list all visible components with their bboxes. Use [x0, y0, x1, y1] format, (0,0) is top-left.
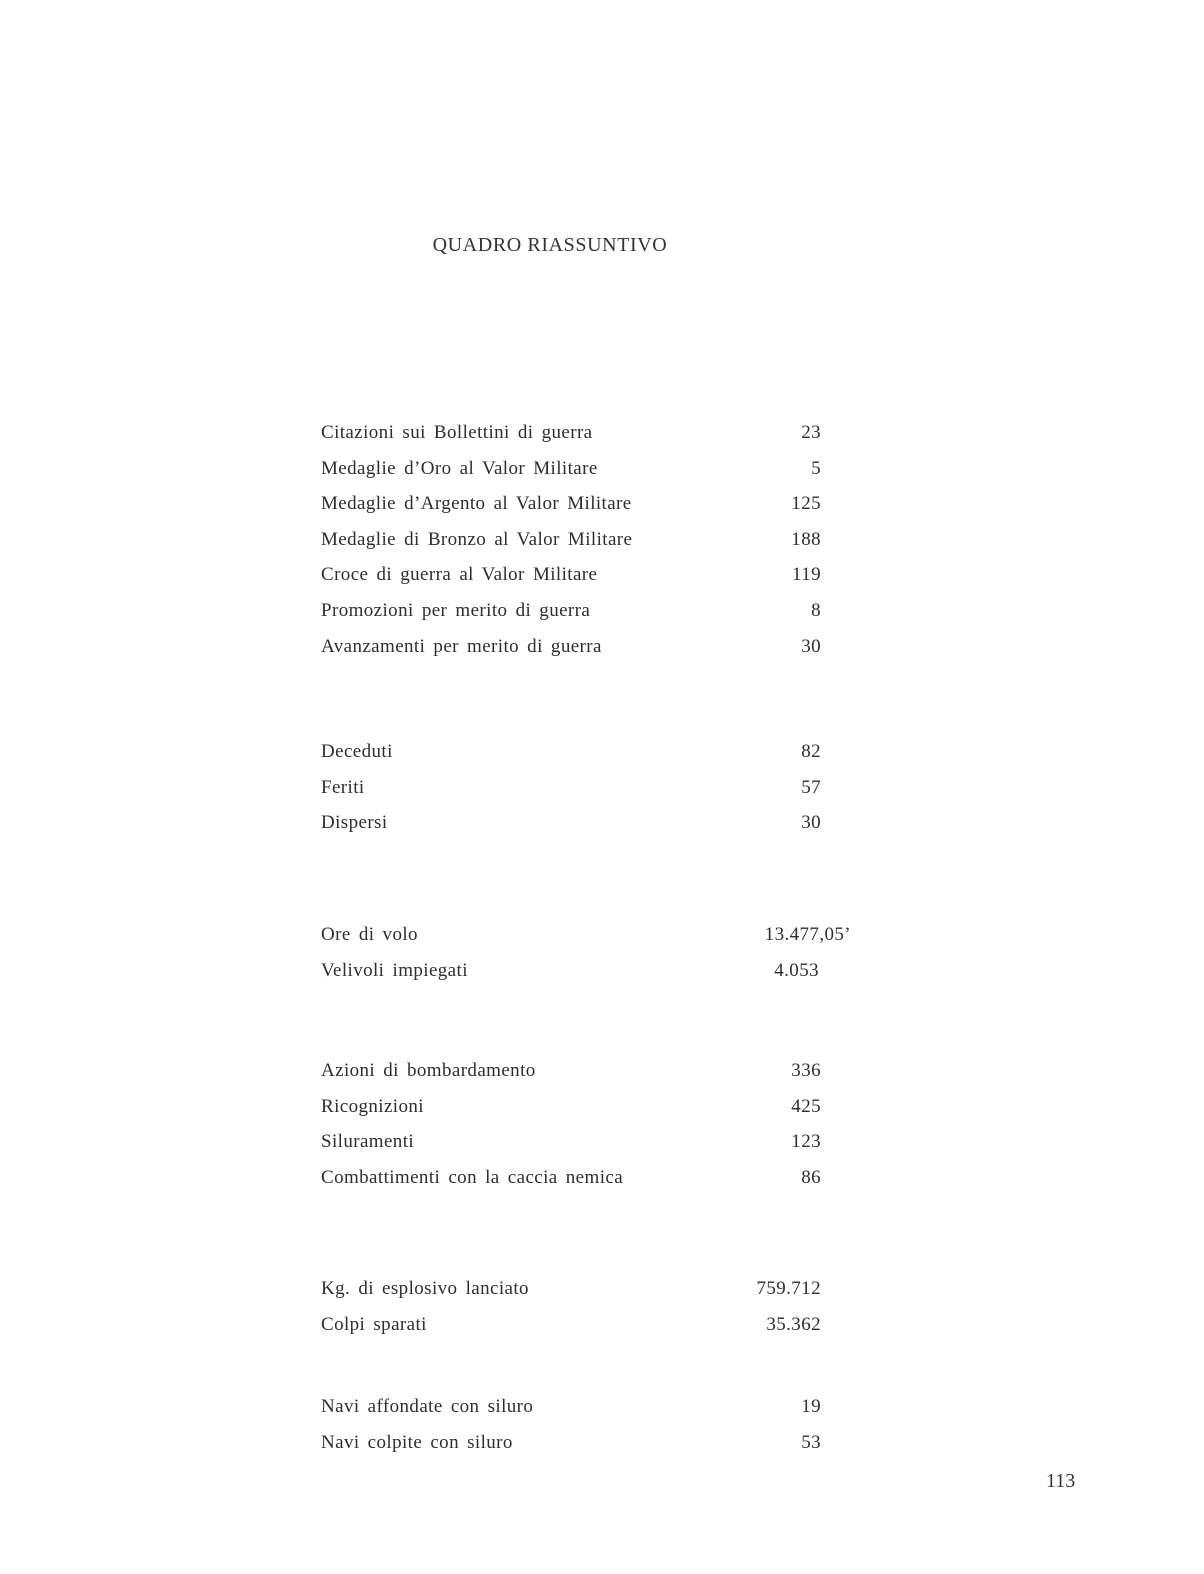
summary-row [321, 1307, 861, 1343]
summary-row [321, 1124, 861, 1160]
page-title: QUADRO RIASSUNTIVO [432, 234, 668, 256]
row-value: 86 [801, 1166, 821, 1188]
row-label: Medaglie d’Oro al Valor Militare [321, 457, 598, 479]
row-label: Dispersi [321, 812, 388, 834]
row-label: Ricognizioni [321, 1095, 424, 1117]
row-value: 425 [791, 1095, 821, 1117]
row-label: Medaglie di Bronzo al Valor Militare [321, 528, 633, 550]
row-value: 13.477,05’ [764, 924, 851, 945]
row-label: Croce di guerra al Valor Militare [321, 564, 598, 586]
row-value: 188 [791, 528, 821, 550]
row-value: 23 [801, 422, 821, 443]
row-value: 4.053 [774, 959, 819, 981]
row-label: Navi colpite con siluro [321, 1431, 513, 1453]
row-value: 30 [801, 812, 821, 834]
summary-row [321, 451, 861, 487]
row-label: Feriti [321, 776, 365, 798]
row-value: 125 [791, 493, 821, 515]
summary-group-actions [321, 1053, 861, 1195]
summary-row [321, 917, 861, 953]
row-value: 5 [811, 457, 821, 479]
row-value: 57 [801, 776, 821, 798]
summary-group-casualties [321, 734, 861, 841]
row-label: Promozioni per merito di guerra [321, 599, 591, 621]
summary-row [321, 770, 861, 806]
row-label: Siluramenti [321, 1131, 415, 1153]
row-label: Combattimenti con la caccia nemica [321, 1166, 624, 1188]
row-label: Azioni di bombardamento [321, 1060, 536, 1081]
row-value: 30 [801, 635, 821, 657]
row-label: Navi affondate con siluro [321, 1396, 534, 1417]
row-value: 82 [801, 741, 821, 762]
row-value: 123 [791, 1131, 821, 1153]
summary-row [321, 557, 861, 593]
row-label: Citazioni sui Bollettini di guerra [321, 422, 593, 443]
summary-row [321, 953, 861, 989]
summary-row [321, 734, 861, 770]
row-label: Ore di volo [321, 924, 418, 945]
summary-group-ordnance [321, 1271, 861, 1342]
row-value: 336 [791, 1060, 821, 1081]
row-value: 19 [801, 1396, 821, 1417]
summary-row [321, 1425, 861, 1461]
summary-row [321, 1053, 861, 1089]
summary-row [321, 1160, 861, 1196]
row-label: Velivoli impiegati [321, 959, 468, 981]
summary-row [321, 593, 861, 629]
summary-row [321, 629, 861, 665]
row-label: Kg. di esplosivo lanciato [321, 1278, 529, 1299]
summary-row [321, 805, 861, 841]
row-value: 119 [792, 564, 821, 586]
page-number: 113 [1046, 1470, 1076, 1492]
summary-row [321, 1089, 861, 1125]
summary-group-flight [321, 917, 861, 988]
row-value: 8 [811, 599, 821, 621]
row-label: Medaglie d’Argento al Valor Militare [321, 493, 632, 515]
summary-row [321, 1389, 861, 1425]
summary-row [321, 486, 861, 522]
summary-row [321, 522, 861, 558]
row-label: Colpi sparati [321, 1313, 427, 1335]
summary-row [321, 415, 861, 451]
summary-group-ships [321, 1389, 861, 1460]
row-label: Deceduti [321, 741, 393, 762]
row-label: Avanzamenti per merito di guerra [321, 635, 602, 657]
summary-group-decorations [321, 415, 861, 664]
row-value: 35.362 [766, 1313, 821, 1335]
row-value: 53 [801, 1431, 821, 1453]
summary-row [321, 1271, 861, 1307]
row-value: 759.712 [756, 1278, 821, 1299]
